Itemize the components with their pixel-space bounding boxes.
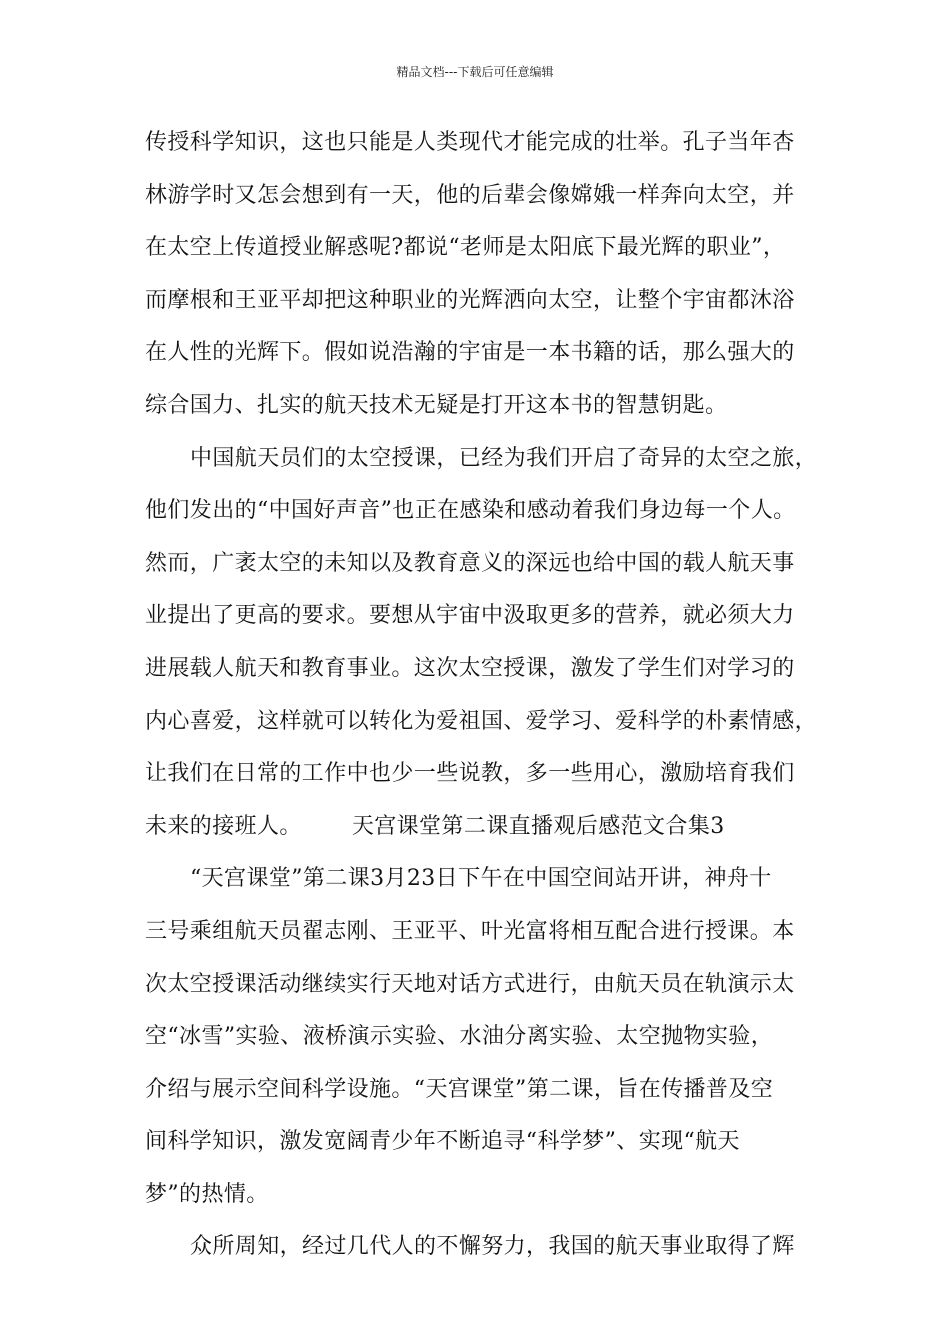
paragraph-start-line: 中国航天员们的太空授课，已经为我们开启了奇异的太空之旅， (190, 445, 818, 471)
text-line: 业提出了更高的要求。要想从宇宙中汲取更多的营养，就必须大力 (145, 603, 795, 629)
text-line: 空“冰雪”实验、液桥演示实验、水油分离实验、太空抛物实验， (145, 1024, 774, 1050)
text-line: 在太空上传道授业解惑呢?都说“老师是太阳底下最光辉的职业”， (145, 235, 786, 261)
section-heading: 天宫课堂第二课直播观后感范文合集3 (351, 813, 725, 839)
text-line: 进展载人航天和教育事业。这次太空授课，激发了学生们对学习的 (145, 655, 795, 681)
document-body (145, 130, 825, 1287)
text-segment: 未来的接班人。 (145, 813, 302, 839)
paragraph-start-line: “天宫课堂”第二课3月23日下午在中国空间站开讲，神舟十 (190, 866, 772, 892)
text-line: 间科学知识，激发宽阔青少年不断追寻“科学梦”、实现“航天 (145, 1129, 740, 1155)
text-line: 让我们在日常的工作中也少一些说教，多一些用心，激励培育我们 (145, 761, 795, 787)
text-line: 然而，广袤太空的未知以及教育意义的深远也给中国的载人航天事 (145, 550, 795, 576)
text-line: 梦”的热情。 (145, 1181, 269, 1207)
text-line: 他们发出的“中国好声音”也正在感染和感动着我们身边每一个人。 (145, 498, 796, 524)
text-line: 在人性的光辉下。假如说浩瀚的宇宙是一本书籍的话，那么强大的 (145, 340, 795, 366)
text-line: 传授科学知识，这也只能是人类现代才能完成的壮举。孔子当年杏 (145, 130, 795, 155)
text-line: 综合国力、扎实的航天技术无疑是打开这本书的智慧钥匙。 (145, 392, 728, 418)
text-line: 林游学时又怎会想到有一天，他的后辈会像嫦娥一样奔向太空，并 (145, 182, 795, 208)
page-header: 精品文档---下载后可任意编辑 (396, 65, 554, 79)
text-line: 内心喜爱，这样就可以转化为爱祖国、爱学习、爱科学的朴素情感， (145, 708, 818, 734)
text-line: 次太空授课活动继续实行天地对话方式进行，由航天员在轨演示太 (145, 971, 795, 997)
paragraph-start-line: 众所周知，经过几代人的不懈努力，我国的航天事业取得了辉 (190, 1234, 795, 1260)
text-line-with-heading (145, 814, 825, 840)
text-line: 而摩根和王亚平却把这种职业的光辉洒向太空，让整个宇宙都沐浴 (145, 287, 795, 313)
text-line: 介绍与展示空间科学设施。“天宫课堂”第二课，旨在传播普及空 (145, 1076, 774, 1102)
text-line: 三号乘组航天员翟志刚、王亚平、叶光富将相互配合进行授课。本 (145, 918, 795, 944)
